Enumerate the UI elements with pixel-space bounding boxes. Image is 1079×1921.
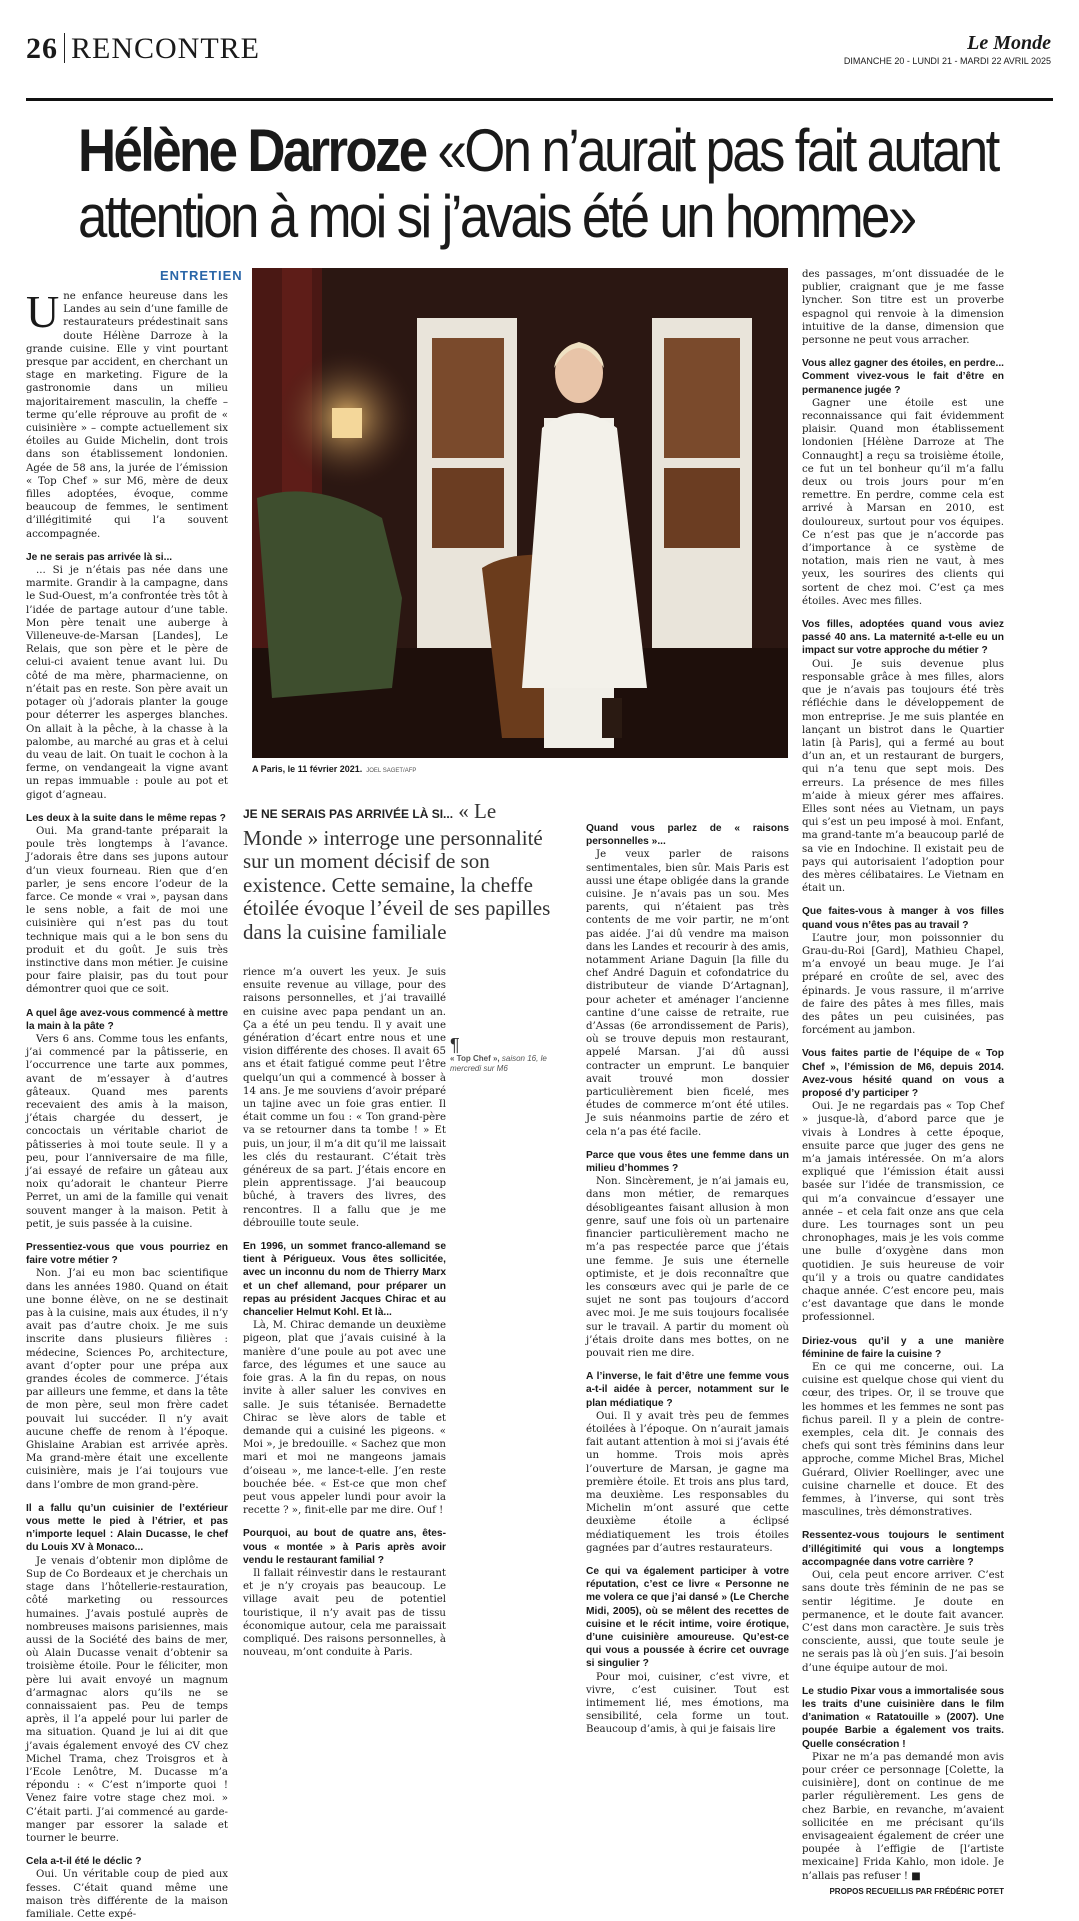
answer: Oui, cela peut encore arriver. C’est sans doute très féminin de ne pas se sentir légitime. Je doute en permanence, et le doute fait avancer. C’est dans mon caractère. Je suis très consciente, aussi, que toute seule je ne serais pas là où j’en suis. J’ai besoin d’une équipe autour de moi. [802,1570,1004,1674]
question: Pourquoi, au bout de quatre ans, êtes-vous « montée » à Paris après avoir vendu le restaurant familial ? [243,1528,446,1566]
answer: Oui. Un véritable coup de pied aux fesses. C’était quand même une maison très différente de la maison familiale. Cette expé- [26,1869,228,1920]
answer: Gagner une étoile est une reconnaissance qui fait évidemment plaisir. Quand mon établissement londonien [Hélène Darroze at The Connaught] a reçu sa troisième étoile, ce fut un tel bonheur qu’il m’a fallu deux ou trois jours pour m’en remettre. En perdre, comme cela est arrivé à Marsan en 2010, est douloureux, surtout pour vos équipes. Ce n’est pas que je n’accorde pas d’importance à ce système de notation, mais rien ne vaut, à mes yeux, les sourires des clients qui sortent de chez moi. C’est ça mes étoiles. Avec mes filles. [802,397,1004,607]
question: Il a fallu qu’un cuisinier de l’extérieur vous mette le pied à l’étrier, et pas n’importe lequel : Alain Ducasse, le chef du Louis XV à Monaco... [26,1502,228,1554]
dateline: DIMANCHE 20 - LUNDI 21 - MARDI 22 AVRIL 2025 [843,56,1051,66]
masthead-left [26,32,260,66]
intro-paragraph [26,286,228,541]
standfirst [243,800,559,944]
question: Le studio Pixar vous a immortalisée sous les traits d’une cuisinière dans le film d’animation « Ratatouille » (2007). Une poupée Barbie a également vos traits. Quelle consécration ! [802,1685,1004,1750]
caption-text: A Paris, le 11 février 2021. [252,764,363,774]
answer: Non. Sincèrement, je n’ai jamais eu, dans mon métier, de remarques désobligeantes faisant allusion à mon genre, sauf une fois où un partenaire financier particulièrement macho ne m’a pas respectée parce que j’étais une femme. Je suis une éternelle optimiste, et je dois reconnaître que les consœurs avec qui je parle de ce sujet ne sont pas toujours d’accord avec moi. Je me suis toujours focalisée sur le travail. A partir du moment où j’étais droite dans mes bottes, on ne pouvait rien me dire. [586,1176,789,1359]
column-4 [802,268,1004,1898]
question: Pressentiez-vous que vous pourriez en faire votre métier ? [26,1242,228,1267]
drop-cap: U [26,286,60,337]
photo-caption [252,764,416,774]
question: Parce que vous êtes une femme dans un milieu d’hommes ? [586,1149,789,1175]
answer: Oui. Je ne regardais pas « Top Chef » jusque-là, d’abord parce que je vivais à Londres à cette époque, ensuite parce que juger des gens ne m’a jamais intéressée. On m’a alors expliqué que l’émission était aussi basée sur l’idée de transmission, ce qui m’a convaincue d’essayer une année – et cela fait onze ans que cela dure. Les tournages sont un peu chronophages, mais je les vois comme une bulle d’oxygène dans mon quotidien. Je suis heureuse de voir qu’il y a trois ou quatre candidates chaque année. C’est encore peu, mais c’est davantage que dans le monde professionnel. [802,1101,1004,1324]
section-name: RENCONTRE [71,32,260,65]
byline: PROPOS RECUEILLIS PAR FRÉDÉRIC POTET [829,1886,1004,1896]
answer: Je venais d’obtenir mon diplôme de Sup de Co Bordeaux et je cherchais un stage dans l’hôtellerie-restauration, côté marketing ou ressources humaines. J’avais postulé auprès de nombreuses maisons parisiennes, mais aussi de la Société des bains de mer, où Alain Ducasse venait d’obtenir sa troisième étoile. Pour le féliciter, mon père lui avait envoyé un magnum d’armagnac alors qu’ils ne se connaissaient pas. Peu de temps après, il l’a appelé pour lui parler de ma situation. Quand je lui ai dit que j’avais également envoyé des CV chez Michel Trama, chez Troisgros et à l’Ecole Lenôtre, M. Ducasse m’a répondu : « C’est n’importe quoi ! Venez faire votre stage chez moi. » C’était parti. J’ai commencé au garde-manger par essorer la salade et tourner le beurre. [26,1555,228,1844]
column-3 [586,822,789,1737]
rubric-label: ENTRETIEN [160,268,243,283]
le-monde-logo: Le Monde [967,32,1051,54]
question: Vous faites partie de l’équipe de « Top Chef », l’émission de M6, depuis 2014. Avez-vous hésité quand on vous a proposé d’y participer ? [802,1048,1004,1099]
question: Les deux à la suite dans le même repas ? [26,812,226,824]
answer: des passages, m’ont dissuadée de le publier, craignant que je me fasse lyncher. Son titre est un proverbe espagnol qui renvoie à la dimension intuitive de la danse, dimension que personne ne peut vous arracher. [802,269,1004,347]
pilcrow-icon: ¶ [450,1035,460,1055]
standfirst-lead: JE NE SERAIS PAS ARRIVÉE LÀ SI... [243,807,454,821]
answer: Il fallait réinvestir dans le restaurant et je n’y croyais pas beaucoup. Le village avait peu de potentiel touristique, il n’y avait pas de tissu économique autour, cela me paraissait compliqué. Des raisons personnelles, à nouveau, m’ont conduite à Paris. [243,1567,446,1659]
answer: Je veux parler de raisons sentimentales, bien sûr. Mais Paris est aussi une étape obligée dans la grande cuisine. Je n’avais pas un sou. Mes parents, qui n’étaient pas très contents de me voir partir, ne m’ont pas aidée. J’ai dû vendre ma maison dans les Landes et recourir à des amis, notamment Ariane Daguin [la fille du chef André Daguin et cofondatrice du distributeur de viande D’Artagnan], pour acheter et aménager l’ancienne cantine d’une caisse de retraite, rue d’Assas (6e arrondissement de Paris), où se trouve depuis mon restaurant, appelé Marsan. J’ai dû aussi contracter un emprunt. Le banquier avait trouvé mon dossier particulièrement bien ficelé, mes études de commerce m’ont été utiles. Je suis néanmoins partie de zéro et cela n’a pas été facile. [586,849,789,1138]
question: Ressentez-vous toujours le sentiment d’illégitimité qui vous a longtemps accompagnée dans votre carrière ? [802,1530,1004,1568]
aside-text: saison 16, le mercredi sur M6 [450,1054,547,1073]
tv-aside [450,1036,550,1074]
answer: Pour moi, cuisiner, c’est vivre, et vivre, c’est cuisiner. Tout est intimement lié, mes émotions, ma sensibilité, cela forme un tout. Beaucoup d’amis, à qui je faisais lire [586,1671,789,1736]
question: Quand vous parlez de « raisons personnelles »... [586,823,789,848]
question: Cela a-t-il été le déclic ? [26,1856,142,1868]
answer: Là, M. Chirac demande un deuxième pigeon, plat que j’avais cuisiné à la manière d’une poule au pot avec une farce, des légumes et une sauce au foie gras. A la fin du repas, on nous invite à aller saluer les convives en salle. Je suis tétanisée. Bernadette Chirac se lève alors de table et demande qui a cuisiné les pigeons. « Moi », je bredouille. « Sachez que mon mari et moi ne mangeons jamais d’oiseau », me lance-t-elle. J’en reste bouchée bée. « Est-ce que mon chef peut vous appeler lundi pour avoir la recette ? », finit-elle par me dire. Ouf ! [243,1320,446,1517]
headline [78,118,1028,250]
portrait-photo-illustration [252,268,788,758]
answer: Vers 6 ans. Comme tous les enfants, j’ai commencé par la pâtisserie, en l’occurrence une tarte aux pommes, avant de m’essayer à d’autres gâteaux. Quand mes parents recevaient des amis à la maison, j’étais chargée du dessert, je concoctais un véritable chariot de pâtisseries à moi toute seule. Il y a peu, pour l’anniversaire de ma fille, j’ai essayé de refaire un gâteau aux noix qu’adorait le chanteur Pierre Perret, un ami de la famille qui venait souvent manger à la maison. Petit à petit, je suis passée à la cuisine. [26,1033,228,1230]
answer: Oui. Ma grand-tante préparait la poule très longtemps à l’avance. J’adorais être dans ses jupons autour d’un vieux fourneau. Rien que d’en parler, je sens encore l’odeur de la farce. Ce monde « vrai », paysan dans le sens noble, a fait de moi une cuisinière qui n’est pas du tout technique mais qui a le bon sens du produit et du goût. Je suis très instinctive dans mon métier. Je cuisine pour faire plaisir, pas du tout pour démontrer quoi que ce soit. [26,825,228,996]
column-2 [243,966,446,1659]
question: En 1996, un sommet franco-allemand se tient à Périgueux. Vous êtes sollicitée, avec un inconnu du nom de Thierry Marx et un chef allemand, pour préparer un repas au président Jacques Chirac et au chancelier Helmut Kohl. Et là... [243,1241,446,1319]
question: Vous allez gagner des étoiles, en perdre... Comment vivez-vous le fait d’être en permanence jugée ? [802,358,1004,396]
answer: rience m’a ouvert les yeux. Je suis ensuite revenue au village, pour des raisons personnelles, et j’ai travaillé en cuisine avec papa pendant un an. Ça a été un peu tendu. Il y avait une génération d’écart entre nous et une vision différente des choses. Il avait 65 ans et était fatigué comme peut l’être quelqu’un qui a commencé à bosser à 14 ans. Je me souviens d’avoir préparé un tajine avec un foie gras entier. Il était comme un fou : « Ton grand-père va se retourner dans ta tombe ! » Et puis, un jour, il m’a dit qu’il me laissait les clés du restaurant. C’était très généreux de sa part. J’étais encore en plein apprentissage. J’ai beaucoup bûché, à travers des livres, des rencontres. Il a fallu que je me débrouille toute seule. [243,967,446,1229]
aside-title: « Top Chef », [450,1054,500,1063]
photo-credit: JOEL SAGET/AFP [366,768,417,774]
portrait-photo [252,268,788,758]
answer: Pixar ne m’a pas demandé mon avis pour créer ce personnage [Colette, la cuisinière], dont on continue de me parler régulièrement. Les gens de chez Barbie, en revanche, m’avaient sollicitée en me précisant qu’ils envisageaient également de créer une poupée à l’effigie de [l’artiste mexicaine] Frida Kahlo, mon idole. Je n’allais pas refuser ! ■ [802,1751,1004,1882]
page-number: 26 [26,32,58,65]
header-rule [26,98,1053,101]
question: Ce qui va également participer à votre réputation, c’est ce livre « Personne ne me volera ce que j’ai dansé » (Le Cherche Midi, 2005), où se mêlent des recettes de cuisine et le récit intime, voire érotique, d’une cuisinière amoureuse. Qu’est-ce qui vous a poussée à écrire cet ouvrage si singulier ? [586,1565,789,1670]
question: Vos filles, adoptées quand vous aviez passé 40 ans. La maternité a-t-elle eu un impact sur votre approche du métier ? [802,619,1004,657]
question: A quel âge avez-vous commencé à mettre la main à la pâte ? [26,1007,228,1032]
question: Diriez-vous qu’il y a une manière féminine de faire la cuisine ? [802,1335,1004,1360]
answer: Oui. Je suis devenue plus responsable grâce à mes filles, alors que je n’avais pas toujours été très réfléchie dans le développement de mon entreprise. Je me suis plantée en lançant un bistrot dans le Quartier latin [à Paris], qui a fermé au bout d’un an, et un restaurant de burgers, qui n’a tenu que sept mois. Des erreurs. La présence de mes filles m’aide à mieux gérer mes affaires. Elles sont nées au Vietnam, un pays qui s’est un peu imposé à moi. Enfant, ma grand-tante m’a beaucoup parlé de sa vie en Indochine. Il existait peu de pays qui autorisaient l’adoption pour des mères célibataires. Le Vietnam en était un. [802,658,1004,895]
answer: ... Si je n’étais pas née dans une marmite. Grandir à la campagne, dans le Sud-Ouest, m’a confrontée très tôt à l’idée de partage autour d’une table. Mon père tenait une auberge à Villeneuve-de-Marsan [Landes], Le Relais, que son père et le père de celui-ci avaient tenue avant lui. Du côté de ma mère, pharmacienne, on n’était pas en reste. Son père avait un potager où j’adorais planter la gouge pour déterrer les asperges blanches. On allait à la pêche, à la chasse à la palombe, au marché au gras et à celui du veau de lait. On tuait le cochon à la ferme, on vendangeait la vigne avant un repas immuable : poule au pot et gigot d’agneau. [26,565,228,801]
headline-quote: «On n’aurait pas fait autant attention à moi si j’avais été un homme» [78,117,998,250]
answer: Non. J’ai eu mon bac scientifique dans les années 1980. Quand on était une bonne élève, on ne se destinait pas à la cuisine, mais aux études, il n’y avait pas d’autre choix. Je me suis inscrite dans plusieurs filières : médecine, Sciences Po, architecture, avant d’opter pour une prépa aux grandes écoles de commerce. J’étais par ailleurs une femme, et dans la tête de mon père, seul mon frère cadet pouvait lui succéder. Il n’y avait aucune cheffe de renom à l’époque. Ghislaine Arabian est arrivée après. Ma grand-mère était une excellente cuisinière, mais je l’ai toujours vue dans l’ombre de mon grand-père. [26,1268,228,1491]
question: A l’inverse, le fait d’être une femme vous a-t-il aidée à percer, notamment sur le plan médiatique ? [586,1371,789,1409]
masthead-divider [64,33,65,63]
column-1 [26,286,228,1921]
question: Que faites-vous à manger à vos filles quand vous n’êtes pas au travail ? [802,906,1004,931]
intro-text: ne enfance heureuse dans les Landes au sein d’une famille de restaurateurs prédestinait sans doute Hélène Darroze à la grande cuisine. Elle y vint pourtant presque par accident, en cherchant un stage en marketing. Figure de la gastronomie dans un milieu majoritairement masculin, la cheffe – terme qu’elle réprouve au profit de « cuisinière » – compte actuellement six étoiles au Guide Michelin, dont trois dans son établissement londonien. Agée de 58 ans, la jurée de l’émission « Top Chef » sur M6, mère de deux filles adoptées, évoque, comme beaucoup de femmes, le sentiment d’illégitimité qui l’a souvent accompagnée. [26,291,228,540]
question: Je ne serais pas arrivée là si... [26,551,173,563]
answer: Oui. Il y avait très peu de femmes étoilées à l’époque. On n’aurait jamais fait autant attention à moi si j’avais été un homme. Trois mois après l’ouverture de Marsan, je gagne ma première étoile. Et trois ans plus tard, ma deuxième. Les responsables du Michelin m’ont assuré que cette deuxième étoile a éclipsé médiatiquement les trois étoiles gagnées par d’autres restaurateurs. [586,1410,789,1554]
answer: En ce qui me concerne, oui. La cuisine est quelque chose qui vient du cœur, des tripes. Or, il se trouve que les hommes et les femmes ne sont pas fichus pareil. Il y a plein de contre-exemples, cela dit. Je connais des chefs qui sont très féminins dans leur approche, comme Michel Bras, Michel Guérard, Olivier Roellinger, avec une cuisine charnelle et douce. Et des femmes, à l’inverse, qui sont très masculines, très démonstratives. [802,1362,1004,1519]
answer: L’autre jour, mon poissonnier du Grau-du-Roi [Gard], Mathieu Chapel, m’a envoyé un beau muge. Je l’ai préparé en croûte de sel, avec des épinards. Je vous rassure, il m’arrive de faire des pâtes à mes filles, mais des pâtes un peu cuisinées, pas forcément au jambon. [802,932,1004,1037]
headline-name: Hélène Darroze [78,117,426,184]
standfirst-text: « Le Monde » interroge une personnalité sur un moment décisif de son existence. Cette semaine, la cheffe étoilée évoque l’éveil de ses papilles dans la cuisine familiale [243,799,551,944]
